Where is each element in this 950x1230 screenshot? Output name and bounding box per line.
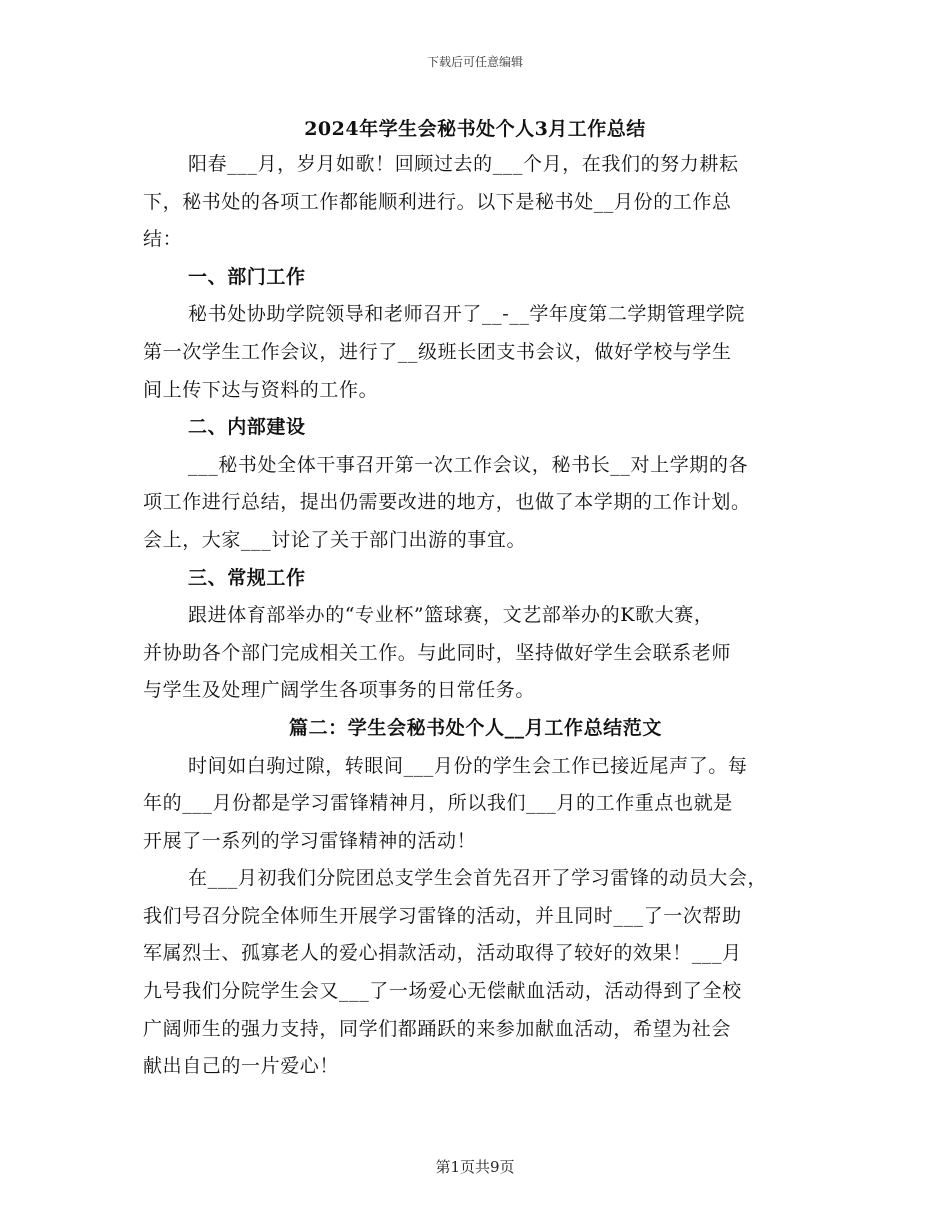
paragraph-line: 下，秘书处的各项工作都能顺利进行。以下是秘书处__月份的工作总 [143, 190, 732, 213]
paragraph-line: 九号我们分院学生会又___了一场爱心无偿献血活动，活动得到了全校 [143, 980, 742, 1003]
paragraph-line: 献出自己的一片爱心！ [143, 1055, 340, 1078]
document-body [143, 146, 808, 1086]
paragraph-line: 在___月初我们分院团总支学生会首先召开了学习雷锋的动员大会， [188, 867, 768, 890]
paragraph-line: 项工作进行总结，提出仍需要改进的地方，也做了本学期的工作计划。 [143, 491, 751, 514]
paragraph-line: 并协助各个部门完成相关工作。与此同时，坚持做好学生会联系老师 [143, 641, 732, 664]
section-heading: 一、部门工作 [188, 265, 306, 288]
paragraph-line: 年的___月份都是学习雷锋精神月，所以我们___月的工作重点也就是 [143, 792, 733, 815]
page-header-note: 下载后可任意编辑 [426, 55, 523, 69]
paragraph-line: 阳春___月，岁月如歌！回顾过去的___个月，在我们的努力耕耘 [188, 153, 739, 175]
paragraph-line: 开展了一系列的学习雷锋精神的活动！ [143, 829, 477, 852]
section-heading: 二、内部建设 [188, 416, 306, 439]
paragraph-line: 间上传下达与资料的工作。 [143, 378, 379, 401]
paragraph-line: 我们号召分院全体师生开展学习雷锋的活动，并且同时___了一次帮助 [143, 904, 742, 927]
paragraph-line: 结： [143, 228, 183, 251]
document-title: 2024年学生会秘书处个人3月工作总结 [304, 118, 646, 140]
paragraph-line: 广阔师生的强力支持，同学们都踊跃的来参加献血活动，希望为社会 [143, 1017, 732, 1040]
paragraph-line: 秘书处协助学院领导和老师召开了__-__学年度第二学期管理学院 [188, 303, 746, 326]
paragraph-line: 军属烈士、孤寡老人的爱心捐款活动，活动取得了较好的效果！___月 [143, 942, 742, 965]
paragraph-line: 时间如白驹过隙，转眼间___月份的学生会工作已接近尾声了。每 [188, 754, 748, 777]
paragraph-line: 跟进体育部举办的“专业杯”篮球赛，文艺部举办的K歌大赛， [188, 604, 714, 627]
page-number: 第1页共9页 [435, 1158, 515, 1176]
section-heading: 三、常规工作 [188, 566, 306, 589]
subtitle-heading: 篇二：学生会秘书处个人__月工作总结范文 [288, 716, 662, 739]
paragraph-line: 与学生及处理广阔学生各项事务的日常任务。 [143, 679, 536, 702]
paragraph-line: 第一次学生工作会议，进行了__级班长团支书会议，做好学校与学生 [143, 340, 732, 363]
paragraph-line: 会上，大家___讨论了关于部门出游的事宜。 [143, 528, 527, 551]
paragraph-line: ___秘书处全体干事召开第一次工作会议，秘书长__对上学期的各 [188, 453, 749, 476]
